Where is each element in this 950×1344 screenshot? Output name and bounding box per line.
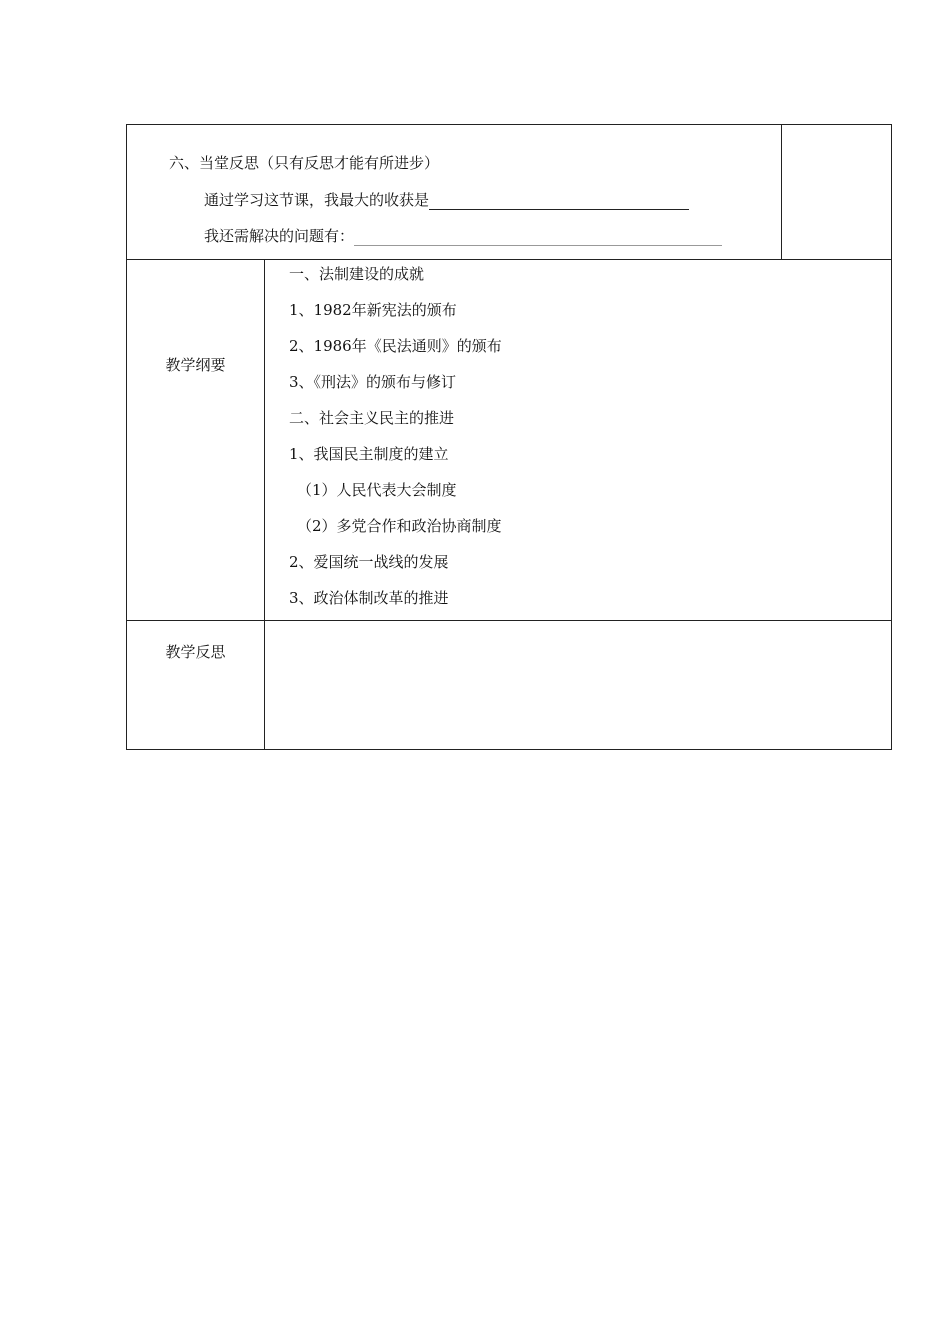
gain-line (204, 189, 689, 210)
outline-item: 一、法制建设的成就 (289, 265, 425, 283)
reflection-title: 六、当堂反思（只有反思才能有所进步） (169, 154, 440, 172)
outline-item: 二、社会主义民主的推进 (289, 409, 455, 427)
outline-label-cell (127, 260, 265, 621)
outline-item: 1、我国民主制度的建立 (289, 445, 449, 463)
problem-prompt: 我还需解决的问题有： (204, 227, 355, 245)
outline-item: 1、1982年新宪法的颁布 (289, 301, 457, 319)
reflection-cell (127, 125, 782, 260)
outline-content-cell (265, 260, 892, 621)
teaching-reflection-label-cell (127, 621, 265, 750)
outline-item: （1）人民代表大会制度 (297, 481, 457, 499)
outline-list (289, 263, 502, 623)
teaching-reflection-content-cell[interactable] (265, 621, 892, 750)
outline-row (127, 260, 892, 621)
outline-label: 教学纲要 (165, 356, 226, 374)
outline-item: 3、《刑法》的颁布与修订 (289, 373, 457, 391)
outline-item: （2）多党合作和政治协商制度 (297, 517, 502, 535)
gain-blank-field[interactable] (429, 193, 689, 210)
outline-item: 3、政治体制改革的推进 (289, 589, 449, 607)
teaching-reflection-label: 教学反思 (165, 643, 226, 661)
outline-item: 2、1986年《民法通则》的颁布 (289, 337, 502, 355)
reflection-row (127, 125, 892, 260)
outline-item: 2、爱国统一战线的发展 (289, 553, 449, 571)
teaching-reflection-row (127, 621, 892, 750)
reflection-side-cell (782, 125, 892, 260)
gain-prompt: 通过学习这节课，我最大的收获是 (204, 191, 430, 209)
problem-blank-field[interactable] (354, 229, 722, 246)
problem-line (204, 225, 722, 246)
lesson-plan-table (126, 124, 892, 750)
